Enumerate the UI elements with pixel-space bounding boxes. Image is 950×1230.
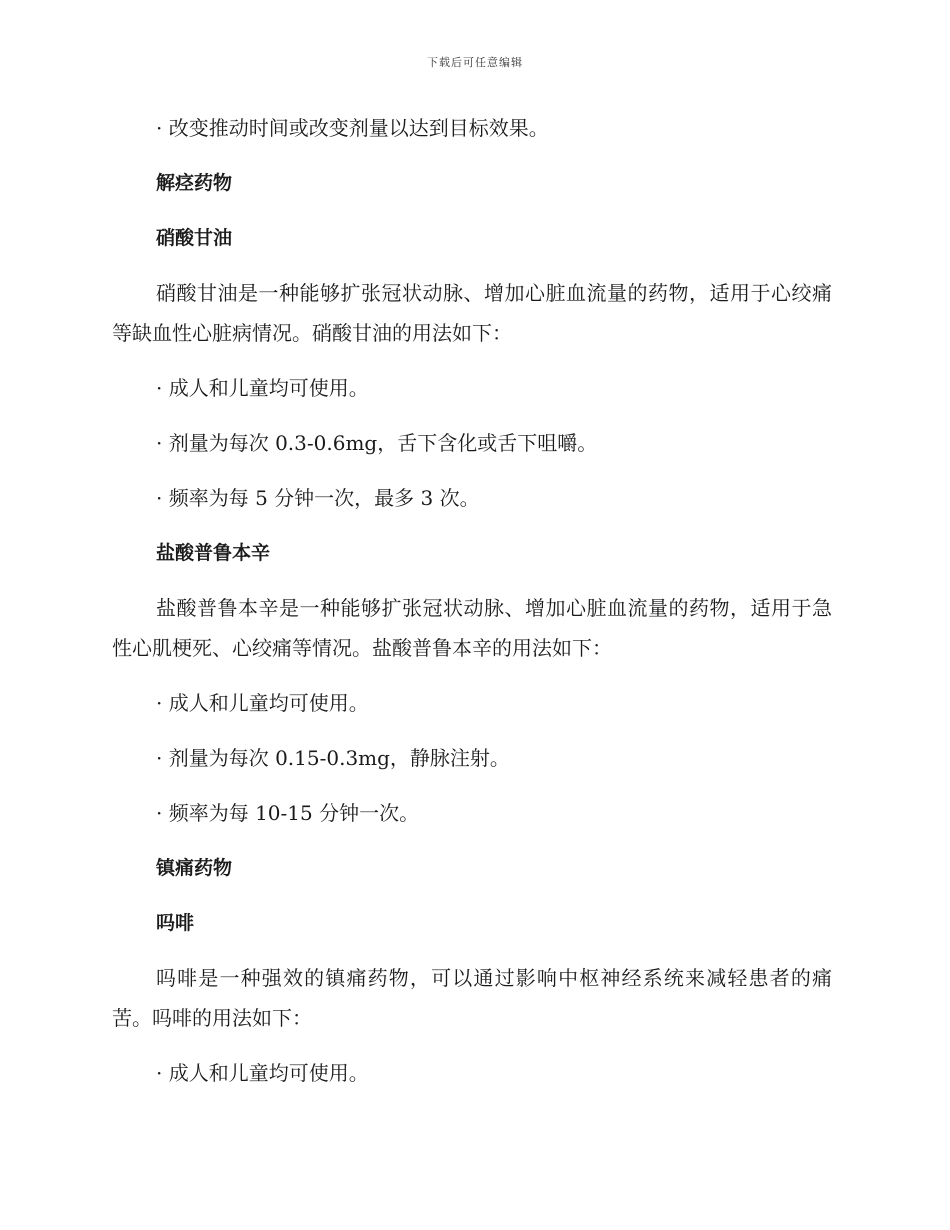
bullet-propantheline-users: · 成人和儿童均可使用。 bbox=[156, 691, 369, 715]
bullet-nitroglycerin-users: · 成人和儿童均可使用。 bbox=[156, 376, 369, 400]
section-heading-analgesic: 镇痛药物 bbox=[156, 857, 233, 879]
subheading-morphine: 吗啡 bbox=[156, 912, 195, 934]
section-heading-antispasmodic: 解痉药物 bbox=[156, 172, 233, 194]
subheading-propantheline: 盐酸普鲁本辛 bbox=[156, 542, 271, 564]
bullet-nitroglycerin-frequency: · 频率为每 5 分钟一次，最多 3 次。 bbox=[156, 486, 480, 510]
paragraph-nitroglycerin: 硝酸甘油是一种能够扩张冠状动脉、增加心脏血流量的药物，适用于心绞痛等缺血性心脏病情况。硝酸甘油的用法如下： bbox=[112, 281, 832, 345]
page-header: 下载后可任意编辑 bbox=[427, 56, 523, 69]
bullet-morphine-users: · 成人和儿童均可使用。 bbox=[156, 1061, 369, 1085]
bullet-nitroglycerin-dose: · 剂量为每次 0.3-0.6mg，舌下含化或舌下咀嚼。 bbox=[156, 431, 598, 455]
paragraph-morphine: 吗啡是一种强效的镇痛药物，可以通过影响中枢神经系统来减轻患者的痛苦。吗啡的用法如下： bbox=[112, 966, 832, 1030]
bullet-adjust-timing: · 改变推动时间或改变剂量以达到目标效果。 bbox=[156, 116, 549, 140]
document-body bbox=[112, 108, 832, 1108]
paragraph-propantheline: 盐酸普鲁本辛是一种能够扩张冠状动脉、增加心脏血流量的药物，适用于急性心肌梗死、心绞痛等情况。盐酸普鲁本辛的用法如下： bbox=[112, 596, 832, 660]
bullet-propantheline-dose: · 剂量为每次 0.15-0.3mg，静脉注射。 bbox=[156, 746, 510, 770]
subheading-nitroglycerin: 硝酸甘油 bbox=[156, 227, 233, 249]
bullet-propantheline-frequency: · 频率为每 10-15 分钟一次。 bbox=[156, 801, 420, 825]
